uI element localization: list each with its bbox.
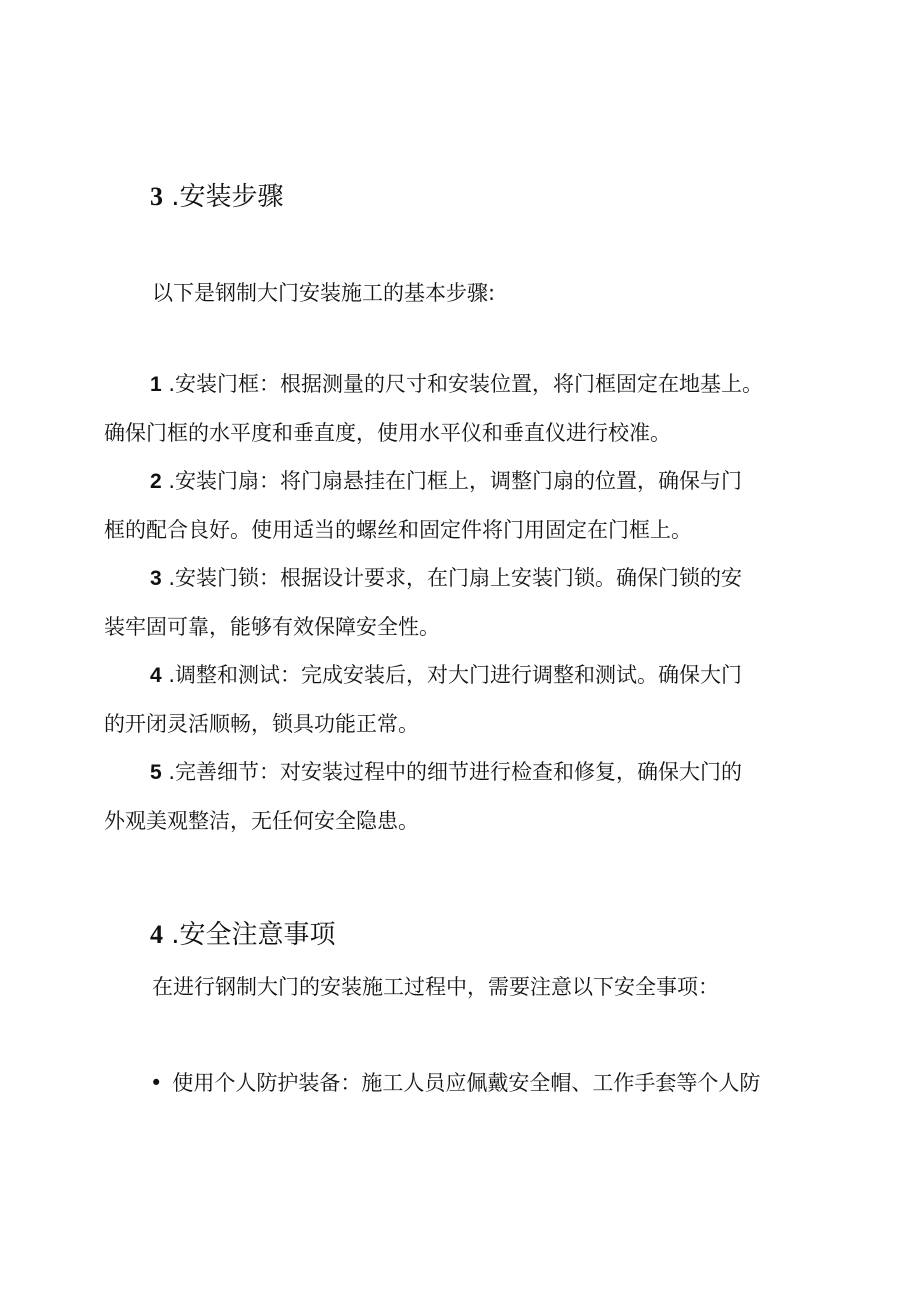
step-text: .安装门锁：根据设计要求，在门扇上安装门锁。确保门锁的安 <box>161 566 743 590</box>
section-4-heading <box>150 918 336 952</box>
step-item <box>104 748 832 845</box>
step-text: .完善细节：对安装过程中的细节进行检查和修复，确保大门的 <box>161 760 743 784</box>
bullet-list-item <box>150 1068 760 1098</box>
step-item <box>104 651 832 748</box>
step-number: 1 <box>150 373 162 396</box>
step-text: .安装门框：根据测量的尺寸和安装位置，将门框固定在地基上。 <box>161 372 764 396</box>
section-4-title: .安全注意事项 <box>171 920 336 950</box>
section-3-heading <box>150 180 284 214</box>
step-second-line: 框的配合良好。使用适当的螺丝和固定件将门用固定在门框上。 <box>104 518 692 542</box>
step-number: 2 <box>150 470 162 493</box>
step-text: .安装门扇：将门扇悬挂在门框上，调整门扇的位置，确保与门 <box>161 469 743 493</box>
step-second-line: 装牢固可靠，能够有效保障安全性。 <box>104 615 440 639</box>
step-item <box>104 554 832 651</box>
step-second-line: 确保门框的水平度和垂直度，使用水平仪和垂直仪进行校准。 <box>104 421 671 445</box>
step-first-line <box>104 554 832 603</box>
step-first-line <box>104 748 832 797</box>
step-first-line <box>104 651 832 700</box>
section-4-intro: 在进行钢制大门的安装施工过程中，需要注意以下安全事项： <box>152 975 719 999</box>
section-3-intro: 以下是钢制大门安装施工的基本步骤: <box>152 281 496 305</box>
bullet-dot-icon: • <box>150 1071 163 1095</box>
step-item <box>104 457 832 554</box>
step-second-line: 外观美观整洁，无任何安全隐患。 <box>104 809 419 833</box>
step-item <box>104 360 832 457</box>
bullet-text: 使用个人防护装备：施工人员应佩戴安全帽、工作手套等个人防 <box>172 1071 761 1095</box>
section-4-number: 4 <box>150 920 163 949</box>
step-text: .调整和测试：完成安装后，对大门进行调整和测试。确保大门 <box>161 663 743 687</box>
step-number: 3 <box>150 567 162 590</box>
step-number: 5 <box>150 761 162 784</box>
section-3-title: .安装步骤 <box>171 182 284 212</box>
step-first-line <box>104 360 832 409</box>
step-number: 4 <box>150 664 162 687</box>
step-second-line: 的开闭灵活顺畅，锁具功能正常。 <box>104 712 419 736</box>
step-first-line <box>104 457 832 506</box>
section-3-number: 3 <box>150 182 163 211</box>
